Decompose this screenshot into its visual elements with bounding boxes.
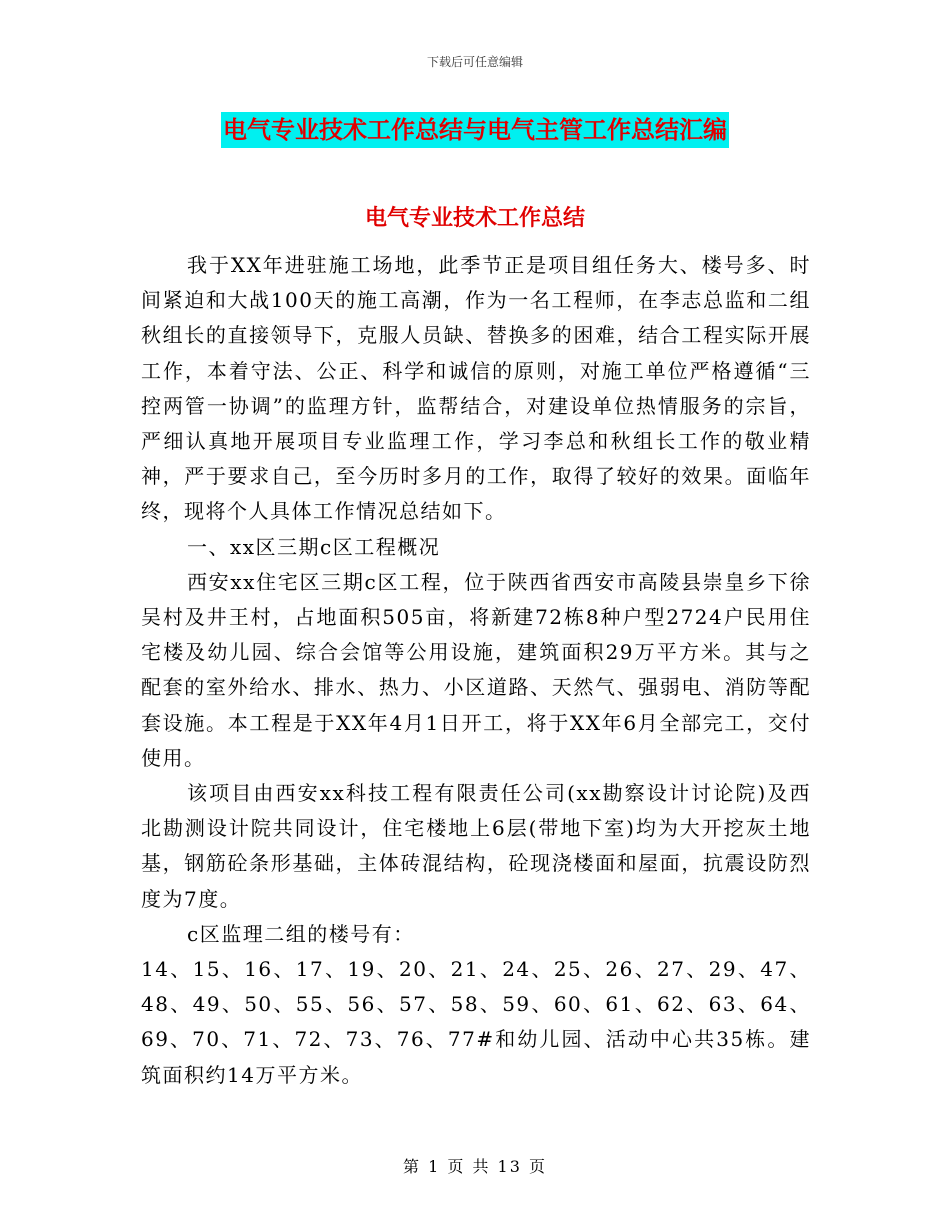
paragraph-project-design: 该项目由西安xx科技工程有限责任公司(xx勘察设计讨论院)及西北勘测设计院共同设计，住宅楼地上6层(带地下室)均为大开挖灰土地基，钢筋砼条形基础，主体砖混结构，砼现浇楼面和屋面，抗震设防烈度为7度。 bbox=[141, 781, 811, 911]
paragraph-building-list-label: c区监理二组的楼号有： bbox=[187, 921, 415, 946]
page-number-footer: 第 1 页 共 13 页 bbox=[403, 1157, 547, 1176]
section-title: 电气专业技术工作总结 bbox=[364, 205, 585, 231]
header-note: 下载后可任意编辑 bbox=[426, 55, 523, 69]
paragraph-building-numbers: 14、15、16、17、19、20、21、24、25、26、27、29、47、48、49、50、55、56、57、58、59、60、61、62、63、64、69、70、71、72、73、76、77#和幼儿园、活动中心共35栋。建筑面积约14万平方米。 bbox=[141, 957, 811, 1087]
paragraph-project-location: 西安xx住宅区三期c区工程，位于陕西省西安市高陵县崇皇乡下徐吴村及井王村，占地面积505亩，将新建72栋8种户型2724户民用住宅楼及幼儿园、综合会馆等公用设施，建筑面积29万平方米。其与之配套的室外给水、排水、热力、小区道路、天然气、强弱电、消防等配套设施。本工程是于XX年4月1日开工，将于XX年6月全部完工，交付使用。 bbox=[141, 569, 811, 770]
document-title: 电气专业技术工作总结与电气主管工作总结汇编 bbox=[221, 112, 729, 148]
document-body bbox=[141, 248, 811, 1093]
paragraph-intro: 我于XX年进驻施工场地，此季节正是项目组任务大、楼号多、时间紧迫和大战100天的施工高潮，作为一名工程师，在李志总监和二组秋组长的直接领导下，克服人员缺、替换多的困难，结合工程实际开展工作，本着守法、公正、科学和诚信的原则，对施工单位严格遵循“三控两管一协调”的监理方针，监帮结合，对建设单位热情服务的宗旨，严细认真地开展项目专业监理工作，学习李总和秋组长工作的敬业精神，严于要求自己，至今历时多月的工作，取得了较好的效果。面临年终，现将个人具体工作情况总结如下。 bbox=[141, 253, 811, 524]
heading-project-overview: 一、xx区三期c区工程概况 bbox=[187, 534, 441, 559]
